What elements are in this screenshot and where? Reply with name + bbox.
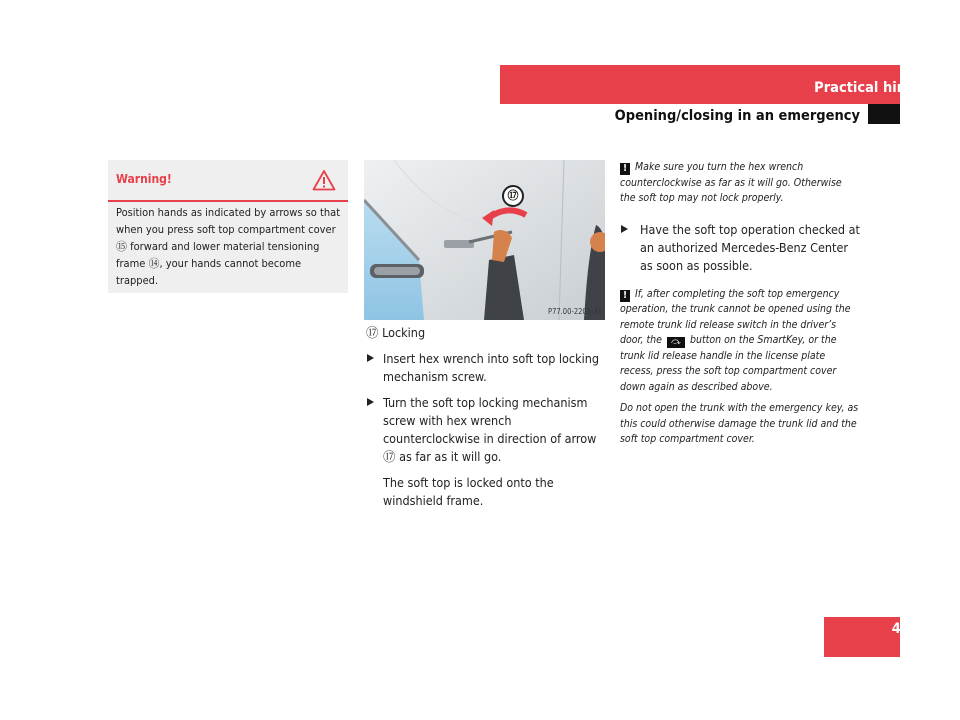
callout-17: ⑰	[502, 185, 524, 207]
step-insert-wrench: Insert hex wrench into soft top locking mechanism screw.	[366, 350, 604, 386]
step-have-checked: Have the soft top operation checked at an authorized Mercedes-Benz Center as soon as possible.	[620, 221, 860, 275]
warning-triangle-icon	[312, 169, 336, 191]
warning-header	[108, 160, 348, 202]
illustration-soft-top-locking	[364, 160, 605, 320]
notes-column	[620, 160, 860, 448]
illustration-caption: ⑰ Locking	[366, 325, 426, 340]
note-trunk-text-after: button on the SmartKey, or the trunk lid release handle in the license plate recess, press the soft top compartment cover down again as described above.	[620, 334, 837, 393]
step-turn-screw: Turn the soft top locking mechanism screw with hex wrench counterclockwise in direction of arrow ⑰ as far as it will go.	[366, 394, 604, 466]
section-title: Practical hints	[814, 80, 920, 96]
photo-code: P77.00-2201-31	[548, 307, 603, 316]
exclamation-icon: !	[620, 163, 630, 175]
illustration-drawing	[364, 160, 605, 320]
page-number: 423	[891, 621, 919, 637]
warning-title: Warning!	[116, 172, 172, 186]
step-result: The soft top is locked onto the windshield frame.	[383, 475, 554, 508]
note-emergency-key: Do not open the trunk with the emergency key, as this could otherwise damage the trunk lid and the soft top compartment cover.	[620, 402, 859, 445]
note-turn-wrench	[620, 160, 860, 207]
procedure-column	[366, 324, 604, 510]
note-turn-wrench-text: Make sure you turn the hex wrench counterclockwise as far as it will go. Otherwise the soft top may not lock properly.	[620, 161, 842, 204]
warning-text: Position hands as indicated by arrows so that when you press soft top compartment cover ⑮ forward and lower material tensioning frame ⑭, your hands cannot become trapped.	[116, 206, 341, 287]
exclamation-icon: !	[620, 290, 630, 302]
page-number-box	[824, 617, 900, 657]
page-title: Opening/closing in an emergency	[614, 108, 860, 124]
note-trunk-release	[620, 287, 860, 396]
header-marker	[868, 104, 900, 124]
note-trunk-text-before: If, after completing the soft top emergency operation, the trunk cannot be opened using the remote trunk lid release switch in the driver’s door, the	[620, 287, 851, 346]
warning-box	[108, 160, 348, 293]
trunk-release-key-icon: ⤼	[667, 337, 685, 348]
